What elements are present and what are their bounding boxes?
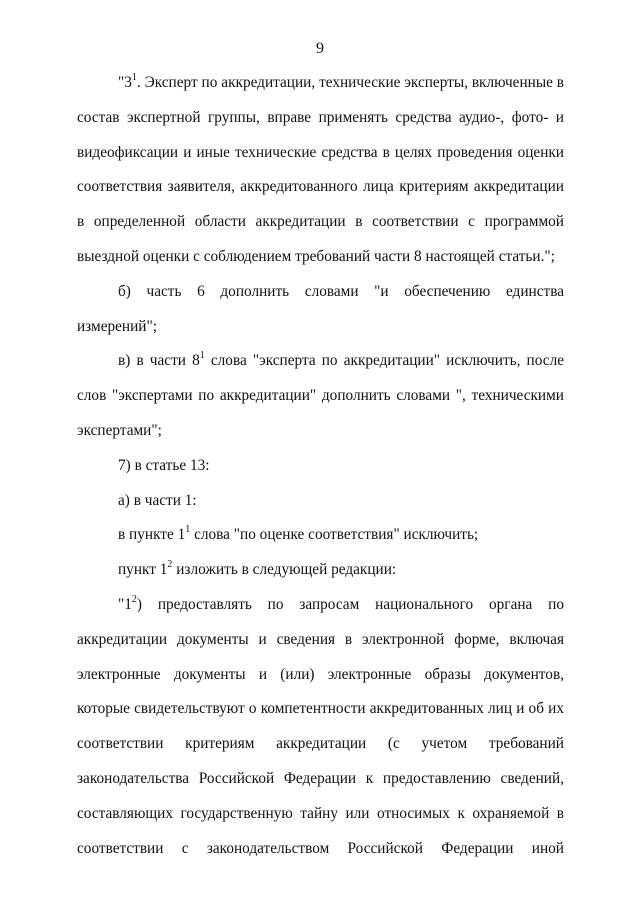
document-body <box>77 66 564 866</box>
superscript: 2 <box>131 593 137 605</box>
paragraph-part-6: б) часть 6 дополнить словами "и обеспечению единства измерений"; <box>77 282 564 335</box>
paragraph-item-1-2-text: "$1^2$) предоставлять по запросам национального органа по аккредитации документы и сведения в электронной форме, включая электронные документы и (или) электронные образы документов, которые свидетельствуют о компетентности аккредитованных лиц и об их соответствии критериям аккредитации (с учетом требований законодательства Российской Федерации к предоставлению сведений, составляющих государственную тайну или относимых к охраняемой в соответствии с законодательством Российской Федерации иной <box>77 593 564 857</box>
paragraph-item-1-1: в пункте $1^1$ слова "по оценке соответствия" исключить; <box>118 524 479 544</box>
paragraph-part-1: а) в части 1: <box>118 491 197 509</box>
page-number: 9 <box>316 40 324 57</box>
paragraph-item-1-2-intro: пункт $1^2$ изложить в следующей редакции: <box>118 559 397 579</box>
paragraph-article-13: 7) в статье 13: <box>118 456 210 474</box>
superscript: 1 <box>185 524 191 536</box>
superscript: 2 <box>167 559 173 571</box>
paragraph-part-8-1: в) в части $8^1$ слова "эксперта по аккредитации" исключить, после слов "экспертами по аккредитации" дополнить словами ", техническими экспертами"; <box>77 350 564 439</box>
paragraph-expert-rights: "$3^1$. Эксперт по аккредитации, технические эксперты, включенные в состав экспертной группы, вправе применять средства аудио-, фото- и видеофиксации и иные технические средства в целях проведения оценки соответствия заявителя, аккредитованного лица критериям аккредитации в определенной области аккредитации в соответствии с программой выездной оценки с соблюдением требований части 8 настоящей статьи."; <box>77 71 564 265</box>
superscript: 1 <box>199 350 205 362</box>
superscript: 1 <box>131 71 137 83</box>
